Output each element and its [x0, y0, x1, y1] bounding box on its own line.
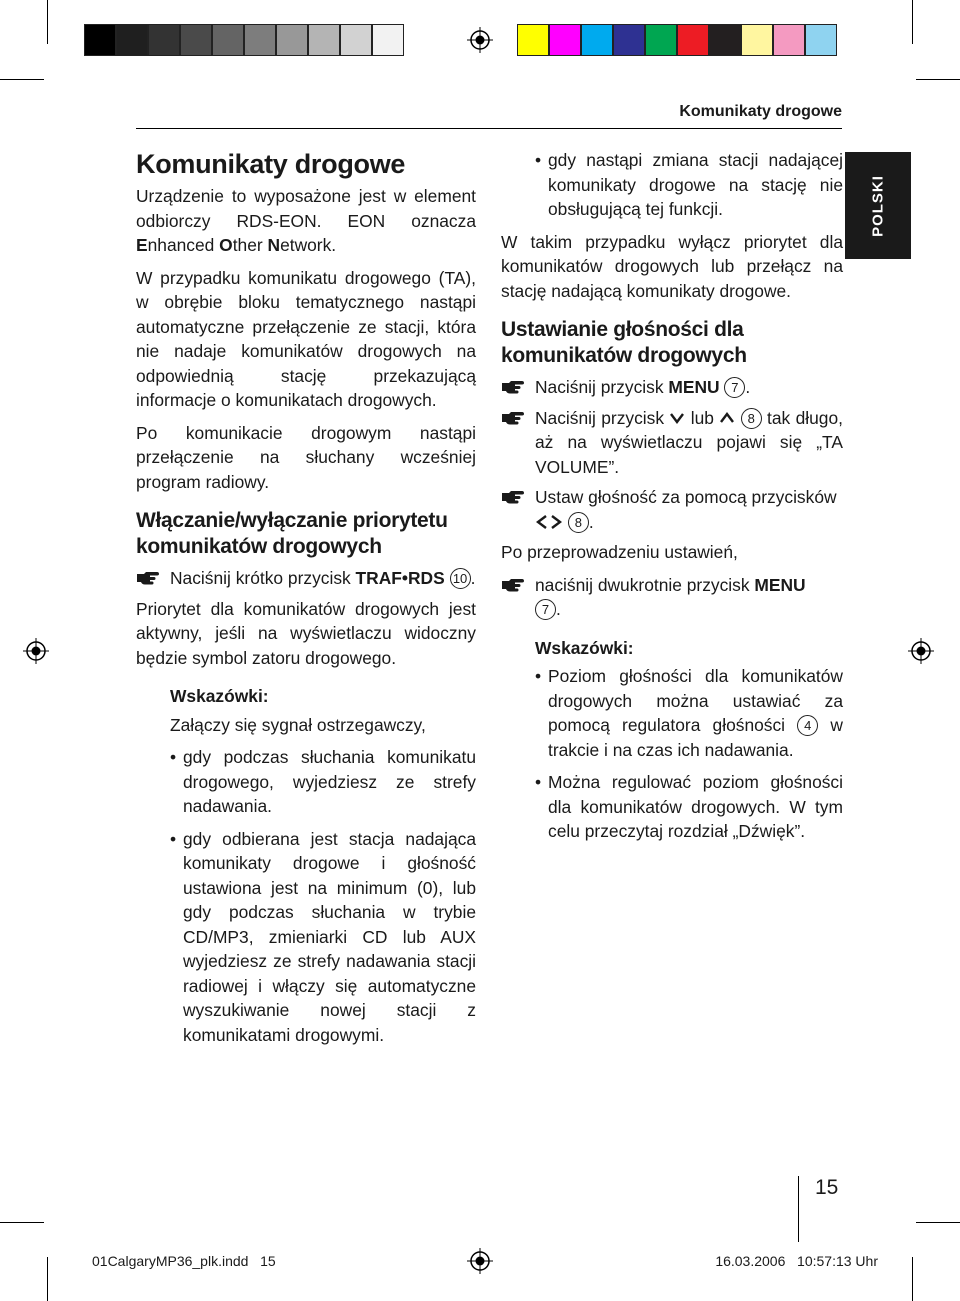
color-swatch: [677, 24, 709, 56]
tips-block: [501, 636, 843, 844]
slug-file-name: 01CalgaryMP36_plk.indd 15: [92, 1253, 276, 1269]
gray-swatch: [180, 24, 212, 56]
ta-paragraph: W przypadku komunikatu drogowego (TA), w obrębie bloku tematycznego nastąpi automatyczne przełączenie ze stacji, która nie nadaje komunikatów drogowych na odpowiednią stację przekazującą informacje o komunikatach drogowych.: [136, 267, 476, 410]
instruction-step: naciśnij dwukrotnie przycisk MENU 7 .: [501, 573, 843, 622]
pointing-hand-icon: [136, 568, 160, 586]
pointing-hand-icon: [501, 575, 525, 593]
crop-mark: [47, 1257, 48, 1301]
crop-mark: [912, 0, 913, 44]
page-title: Komunikaty drogowe: [136, 149, 406, 179]
control-number: 7: [535, 599, 556, 620]
instruction-step: Naciśnij przycisk lub 8 tak długo, aż na wyświetlaczu pojawi się „TA VOLUME”.: [501, 406, 843, 480]
gray-swatch: [308, 24, 340, 56]
control-number: 8: [568, 512, 589, 533]
tips-intro: Załączy się sygnał ostrzegawczy,: [170, 714, 426, 735]
chevron-down-icon: [669, 412, 685, 424]
color-swatch: [517, 24, 549, 56]
grayscale-color-bar: [84, 24, 404, 56]
color-swatch: [709, 24, 741, 56]
crop-mark: [916, 1222, 960, 1223]
control-number: 7: [724, 377, 745, 398]
page-number: 15: [815, 1176, 839, 1199]
gray-swatch: [148, 24, 180, 56]
after-settings-paragraph: Po przeprowadzeniu ustawień,: [501, 542, 738, 562]
process-color-bar: [517, 24, 837, 56]
control-number: 10: [450, 568, 471, 589]
color-swatch: [773, 24, 805, 56]
color-swatch: [549, 24, 581, 56]
color-swatch: [581, 24, 613, 56]
crop-mark: [47, 0, 48, 44]
tips-continued: [501, 148, 843, 222]
gray-swatch: [276, 24, 308, 56]
color-swatch: [741, 24, 773, 56]
control-number: 4: [797, 715, 818, 736]
gray-swatch: [244, 24, 276, 56]
section-heading-volume: Ustawianie głośności dla komunikatów drogowych: [501, 318, 747, 367]
tip-item: • gdy odbierana jest stacja nadająca komunikaty drogowe i głośność ustawiona jest na minimum (0), lub gdy podczas słuchania w trybie CD/MP3, zmieniarki CD lub AUX wyjedziesz ze strefy nadawania stacji radiowej i włączy się automatyczne wyszukiwanie nowej stacji z komunikatami drogowymi.: [170, 827, 476, 1048]
pointing-hand-icon: [501, 408, 525, 426]
gray-swatch: [212, 24, 244, 56]
control-number: 8: [741, 408, 762, 429]
crop-mark: [912, 1257, 913, 1301]
chevron-left-icon: [535, 514, 549, 530]
chevron-right-icon: [549, 514, 563, 530]
instruction-step: Naciśnij przycisk MENU 7 .: [501, 375, 843, 400]
language-tab: [845, 152, 911, 259]
color-swatch: [613, 24, 645, 56]
gray-swatch: [84, 24, 116, 56]
priority-active-paragraph: Priorytet dla komunikatów drogowych jest aktywny, jeśli na wyświetlaczu widoczny będzie symbol zatoru drogowego.: [136, 598, 476, 668]
tip-item: • Można regulować poziom głośności dla komunikatów drogowych. W tym celu przeczytaj rozdział „Dźwięk”.: [535, 770, 843, 844]
gray-swatch: [116, 24, 148, 56]
registration-mark-left-icon: [23, 638, 49, 664]
registration-mark-right-icon: [908, 638, 934, 664]
registration-mark-top-icon: [467, 27, 493, 53]
crop-mark: [916, 79, 960, 80]
pointing-hand-icon: [501, 377, 525, 395]
tip-item: • gdy podczas słuchania komunikatu drogowego, wyjedziesz ze strefy nadawania.: [170, 745, 476, 819]
instruction-step: Naciśnij krótko przycisk TRAF•RDS 10 .: [136, 566, 476, 591]
tip-item: • gdy nastąpi zmiana stacji nadającej komunikaty drogowe na stację nie obsługującą tej funkcji.: [535, 148, 843, 222]
tips-block: [136, 684, 476, 1047]
header-rule: [136, 128, 842, 129]
gray-swatch: [372, 24, 404, 56]
return-paragraph: Po komunikacie drogowym nastąpi przełączenie na słuchany wcześniej program radiowy.: [136, 422, 476, 492]
tips-heading: Wskazówki:: [535, 637, 634, 658]
pointing-hand-icon: [501, 487, 525, 505]
gray-swatch: [340, 24, 372, 56]
right-column: [501, 148, 843, 852]
slug-timestamp: 16.03.2006 10:57:13 Uhr: [715, 1253, 878, 1269]
left-column: [136, 148, 476, 1055]
running-head: Komunikaty drogowe: [679, 103, 842, 120]
tips-heading: Wskazówki:: [170, 686, 269, 706]
registration-mark-bottom-icon: [467, 1248, 493, 1274]
crop-mark: [0, 1222, 44, 1223]
workaround-paragraph: W takim przypadku wyłącz priorytet dla komunikatów drogowych lub przełącz na stację nadającą komunikaty drogowe.: [501, 231, 843, 301]
section-heading-priority: Włączanie/wyłączanie priorytetu komunikatów drogowych: [136, 509, 448, 558]
page-number-rule: [798, 1176, 799, 1242]
chevron-up-icon: [719, 412, 735, 424]
crop-mark: [0, 79, 44, 80]
language-tab-label: POLSKI: [869, 175, 887, 237]
instruction-step: Ustaw głośność za pomocą przycisków 8 .: [501, 485, 843, 534]
tip-item: • Poziom głośności dla komunikatów drogowych można ustawiać za pomocą regulatora głośności 4 w trakcie i na czas ich nadawania.: [535, 664, 843, 762]
color-swatch: [805, 24, 837, 56]
color-swatch: [645, 24, 677, 56]
intro-paragraph: Urządzenie to wyposażone jest w element odbiorczy RDS-EON. EON oznacza Enhanced Other Network.: [136, 186, 476, 255]
